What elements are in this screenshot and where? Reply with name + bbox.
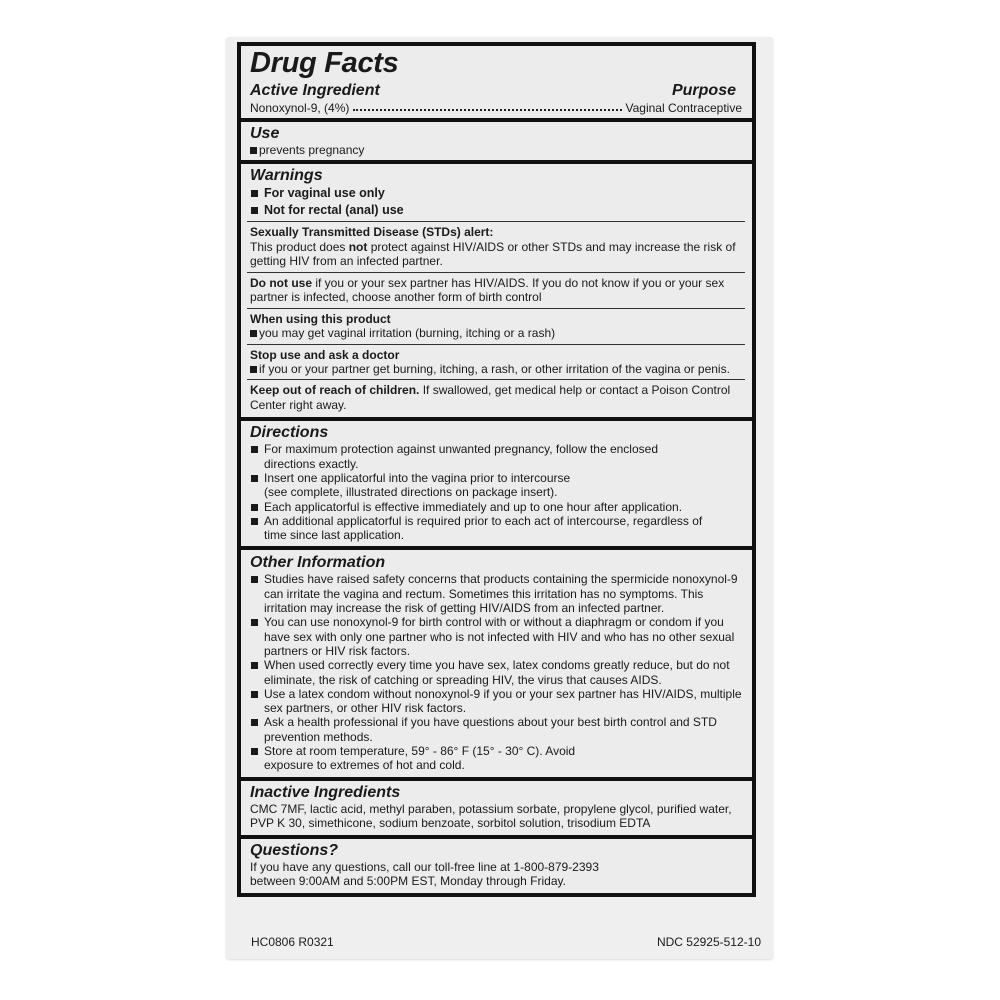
lot-code: HC0806 R0321 bbox=[251, 935, 334, 949]
stop-use bbox=[247, 345, 745, 381]
inactive-ingredients-heading: Inactive Ingredients bbox=[250, 783, 401, 801]
label-footer bbox=[251, 935, 761, 949]
warning-item: For vaginal use only bbox=[250, 185, 745, 202]
do-not-use-text bbox=[250, 276, 745, 305]
stop-use-item: if you or your partner get burning, itching, a rash, or other irritation of the vagina or penis. bbox=[250, 362, 745, 376]
when-using-item: you may get vaginal irritation (burning, itching or a rash) bbox=[250, 326, 745, 340]
active-ingredient-section bbox=[241, 48, 752, 122]
std-text-bold: not bbox=[348, 239, 368, 254]
questions-text: If you have any questions, call our toll-free line at 1-800-879-2393 between 9:00AM and 5:00PM EST, Monday through Friday. bbox=[250, 859, 599, 889]
leader-dots bbox=[353, 109, 622, 111]
other-info-item: Use a latex condom without nonoxynol-9 if you or your sex partner has HIV/AIDS, multiple sex partners, or other HIV risk factors. bbox=[250, 687, 742, 716]
direction-item: For maximum protection against unwanted pregnancy, follow the enclosed directions exactly. bbox=[250, 442, 742, 471]
drug-facts-label bbox=[237, 42, 756, 897]
direction-item: Each applicatorful is effective immediately and up to one hour after application. bbox=[250, 500, 742, 514]
warnings-general bbox=[247, 185, 745, 222]
keep-out bbox=[247, 380, 745, 415]
use-section bbox=[241, 122, 752, 164]
std-alert bbox=[247, 222, 745, 273]
do-not-use-heading: Do not use bbox=[250, 275, 312, 290]
warning-item: Not for rectal (anal) use bbox=[250, 202, 745, 219]
directions-section bbox=[241, 421, 752, 550]
std-alert-text bbox=[250, 240, 745, 269]
keep-out-text bbox=[250, 383, 745, 412]
active-ingredient: Nonoxynol-9, (4%) bbox=[250, 101, 350, 115]
direction-item: An additional applicatorful is required prior to each act of intercourse, regardless of time since last application. bbox=[250, 514, 742, 543]
questions-heading: Questions? bbox=[250, 841, 339, 859]
keep-out-body: If swallowed, get medical help or contact a Poison Control Center right away. bbox=[250, 383, 731, 412]
purpose-value: Vaginal Contraceptive bbox=[625, 101, 742, 115]
other-info-item: Store at room temperature, 59° - 86° F (15° - 30° C). Avoid exposure to extremes of hot and cold. bbox=[250, 744, 742, 773]
questions-section bbox=[241, 839, 752, 893]
warnings-section bbox=[241, 164, 752, 421]
other-info-item: Ask a health professional if you have questions about your best birth control and STD prevention methods. bbox=[250, 715, 742, 744]
directions-heading: Directions bbox=[250, 424, 329, 442]
std-text-pre: This product does bbox=[250, 239, 349, 254]
other-info-item: Studies have raised safety concerns that products containing the spermicide nonoxynol-9 can irritate the vagina and rectum. Sometimes this irritation has no symptoms. This irritation may increase the risk of getting HIV/AIDS from an infected partner. bbox=[250, 572, 742, 615]
do-not-use bbox=[247, 273, 745, 309]
direction-item: Insert one applicatorful into the vagina prior to intercourse (see complete, illustrated directions on package insert). bbox=[250, 471, 742, 500]
other-info-item: When used correctly every time you have sex, latex condoms greatly reduce, but do not eliminate, the risk of catching or spreading HIV, the virus that causes AIDS. bbox=[250, 658, 742, 687]
use-heading: Use bbox=[250, 125, 280, 142]
do-not-use-body: if you or your sex partner has HIV/AIDS. If you do not know if you or your sex partner is infected, choose another form of birth control bbox=[250, 275, 725, 305]
page-title: Drug Facts bbox=[250, 47, 399, 79]
inactive-ingredients-section bbox=[241, 781, 752, 839]
std-alert-heading: Sexually Transmitted Disease (STDs) alert: bbox=[250, 225, 494, 240]
std-text-post: protect against HIV/AIDS or other STDs and may increase the risk of getting HIV from an infected partner. bbox=[250, 239, 736, 269]
active-ingredient-heading: Active Ingredient bbox=[250, 82, 380, 99]
other-information-section bbox=[241, 550, 752, 780]
when-using bbox=[247, 309, 745, 345]
ndc-number: NDC 52925-512-10 bbox=[656, 935, 761, 949]
use-item: prevents pregnancy bbox=[250, 143, 742, 157]
drug-facts-card bbox=[226, 37, 773, 959]
stop-use-heading: Stop use and ask a doctor bbox=[250, 347, 400, 362]
other-info-item: You can use nonoxynol-9 for birth control with or without a diaphragm or condom if you have sex with only one partner who is not infected with HIV and who has no other sexual partners or HIV risk factors. bbox=[250, 615, 742, 658]
other-information-heading: Other Information bbox=[250, 554, 386, 572]
purpose-heading: Purpose bbox=[671, 82, 736, 99]
keep-out-heading: Keep out of reach of children. bbox=[250, 383, 420, 398]
inactive-ingredients-text: CMC 7MF, lactic acid, methyl paraben, potassium sorbate, propylene glycol, purified water, PVP K 30, simethicone, sodium benzoate, sorbitol solution, trisodium EDTA bbox=[250, 801, 732, 831]
warnings-heading: Warnings bbox=[250, 167, 323, 185]
when-using-heading: When using this product bbox=[250, 311, 391, 326]
